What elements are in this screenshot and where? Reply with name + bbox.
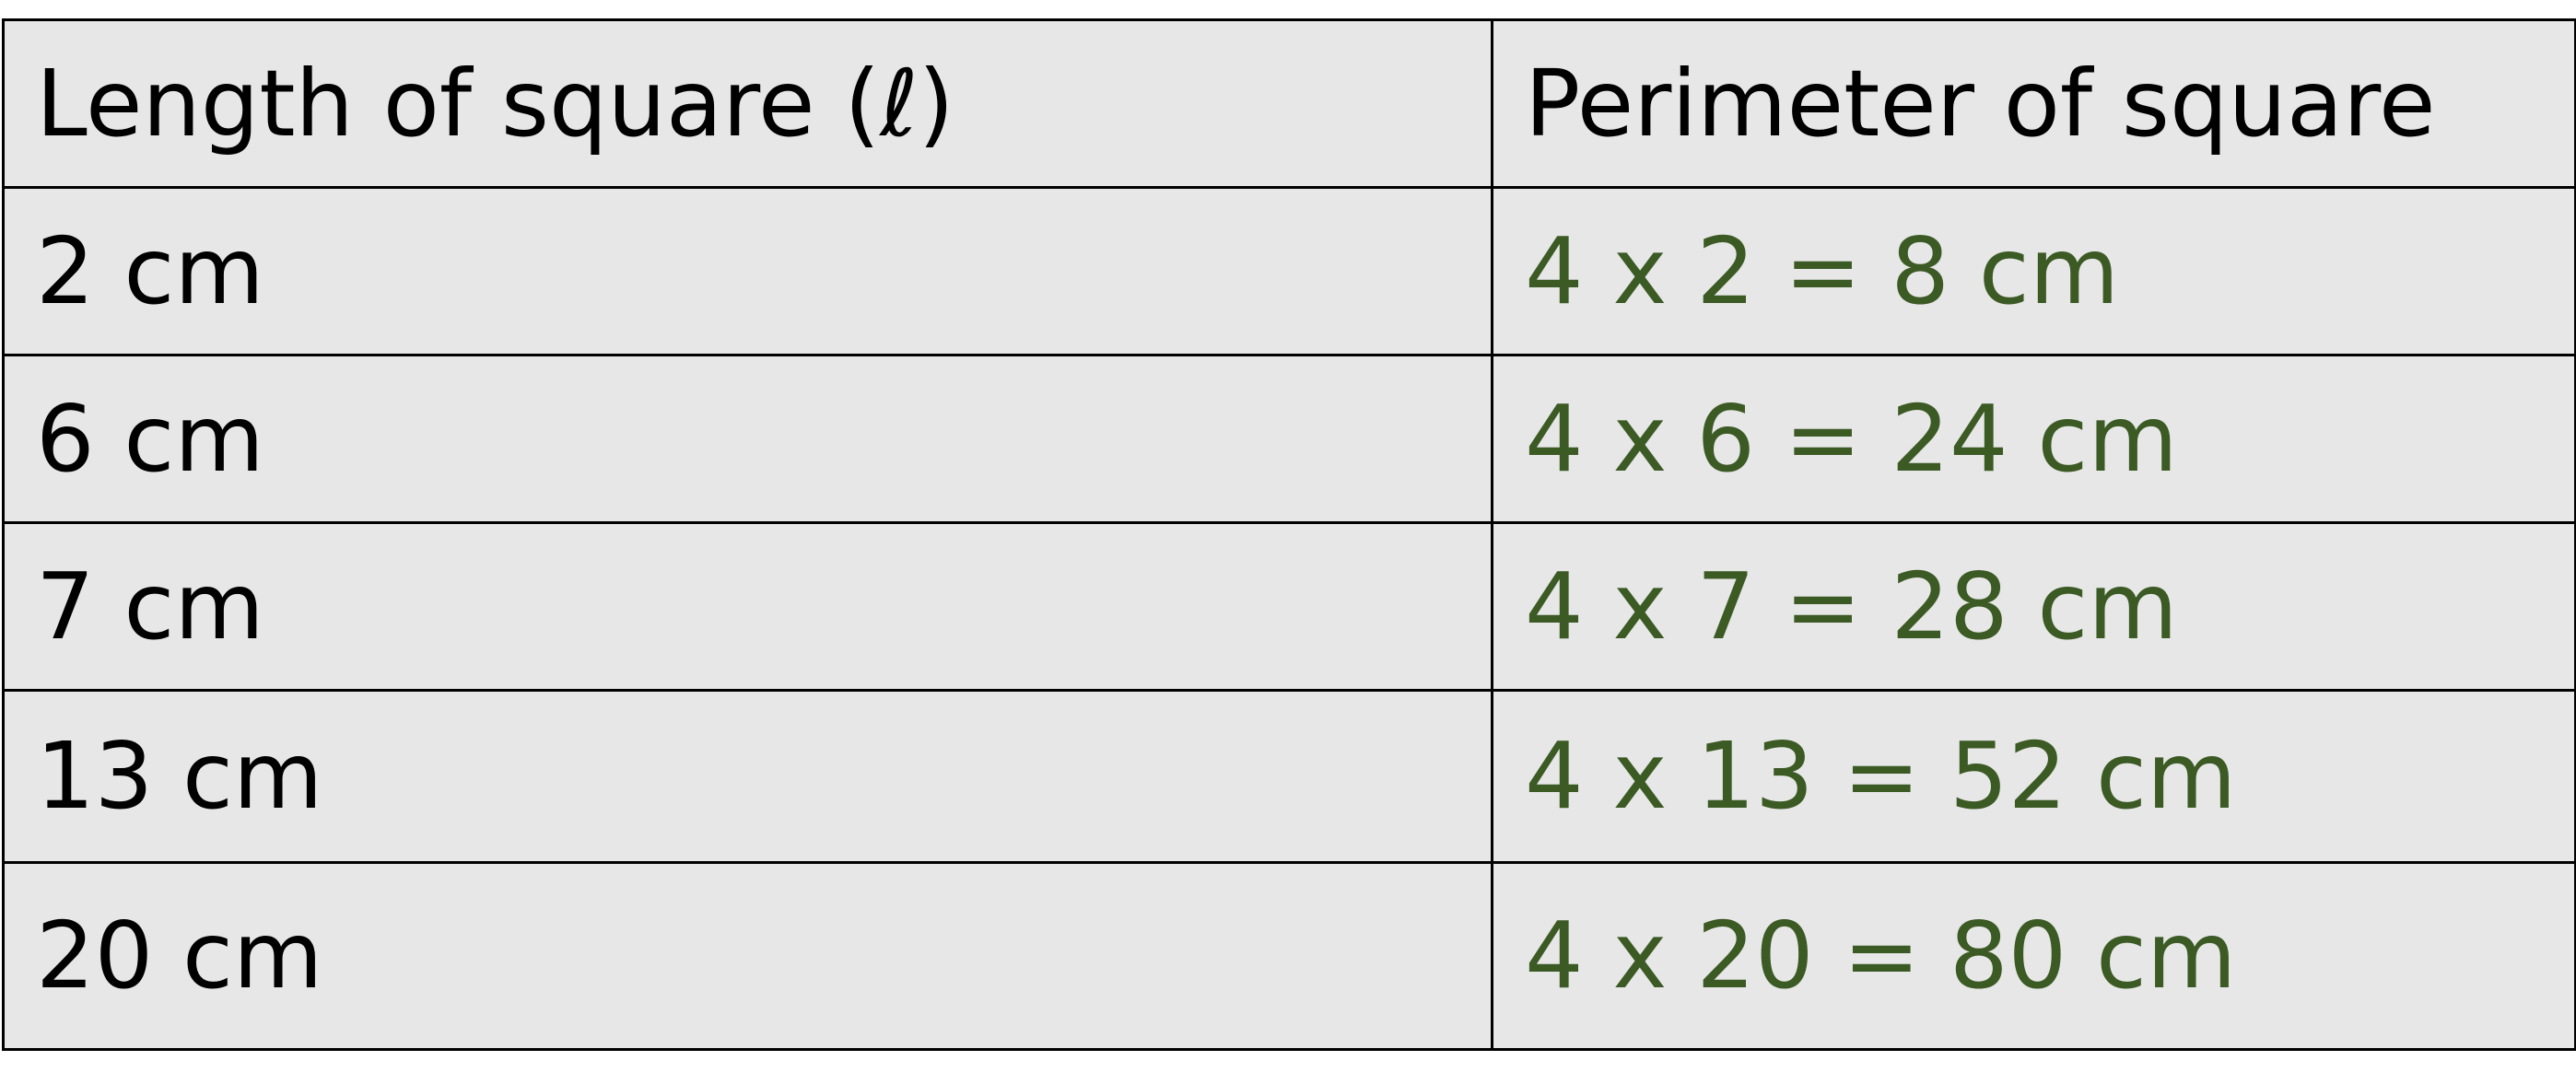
perimeter-table <box>2 18 2576 1051</box>
perimeter-cell: 4 x 6 = 24 cm <box>1493 356 2576 523</box>
perimeter-cell: 4 x 20 = 80 cm <box>1493 863 2576 1050</box>
table-row <box>4 863 2576 1050</box>
header-length: Length of square (ℓ) <box>4 20 1493 188</box>
length-cell: 13 cm <box>4 691 1493 863</box>
length-cell: 6 cm <box>4 356 1493 523</box>
length-cell: 7 cm <box>4 523 1493 691</box>
perimeter-cell: 4 x 13 = 52 cm <box>1493 691 2576 863</box>
table-row <box>4 356 2576 523</box>
table-row <box>4 188 2576 356</box>
perimeter-cell: 4 x 2 = 8 cm <box>1493 188 2576 356</box>
table-header-row <box>4 20 2576 188</box>
length-cell: 2 cm <box>4 188 1493 356</box>
perimeter-cell: 4 x 7 = 28 cm <box>1493 523 2576 691</box>
table-row <box>4 523 2576 691</box>
header-perimeter: Perimeter of square <box>1493 20 2576 188</box>
length-cell: 20 cm <box>4 863 1493 1050</box>
table-row <box>4 691 2576 863</box>
perimeter-table-container <box>2 18 2574 1048</box>
